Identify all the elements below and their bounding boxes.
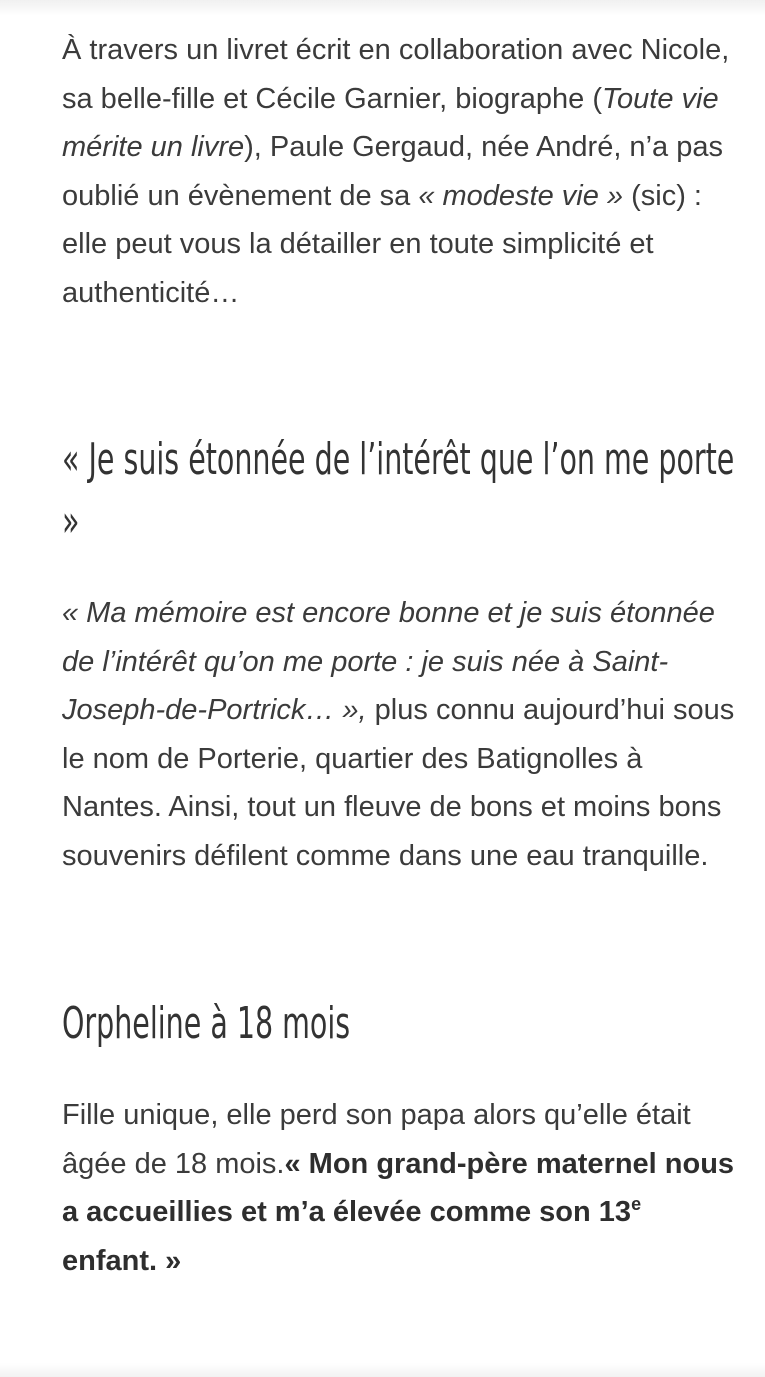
grandfather-quote-end: enfant. » (62, 1244, 182, 1277)
intro-text-1: À travers un livret écrit en collaboration avec Nicole, sa belle-fille et Cécile Garnier, biographe ( (62, 34, 730, 115)
section-heading-orphan: Orpheline à 18 mois (62, 998, 351, 1049)
top-shadow (0, 0, 765, 16)
modest-life-quote: « modeste vie » (418, 179, 624, 212)
superscript-e: e (631, 1194, 642, 1214)
grandfather-quote-text: « Mon grand-père maternel nous a accueillies et m’a élevée comme son 13 (62, 1147, 735, 1228)
memory-paragraph (62, 589, 742, 880)
section-heading-interest: « Je suis étonnée de l’intérêt que l’on me porte » (62, 434, 735, 547)
memory-text: plus connu aujourd’hui sous le nom de Porterie, quartier des Batignolles à Nantes. Ainsi, tout un fleuve de bons et moins bons souvenirs défilent comme dans une eau tranquille. (62, 694, 735, 872)
intro-text-2: ), Paule Gergaud, née André, n’a pas oublié un évènement de sa (62, 131, 723, 212)
intro-paragraph (62, 26, 742, 317)
intro-text-3: (sic) : elle peut vous la détailler en toute simplicité et authenticité… (62, 179, 702, 309)
bottom-shadow (0, 1363, 765, 1377)
memory-quote: « Ma mémoire est encore bonne et je suis étonnée de l’intérêt qu’on me porte : je suis née à Saint-Joseph-de-Portrick… », (62, 597, 715, 726)
book-title: Toute vie mérite un livre (62, 82, 719, 163)
article-body (62, 26, 742, 1285)
orphan-paragraph (62, 1091, 742, 1285)
orphan-text: Fille unique, elle perd son papa alors qu’elle était âgée de 18 mois. (62, 1099, 691, 1180)
